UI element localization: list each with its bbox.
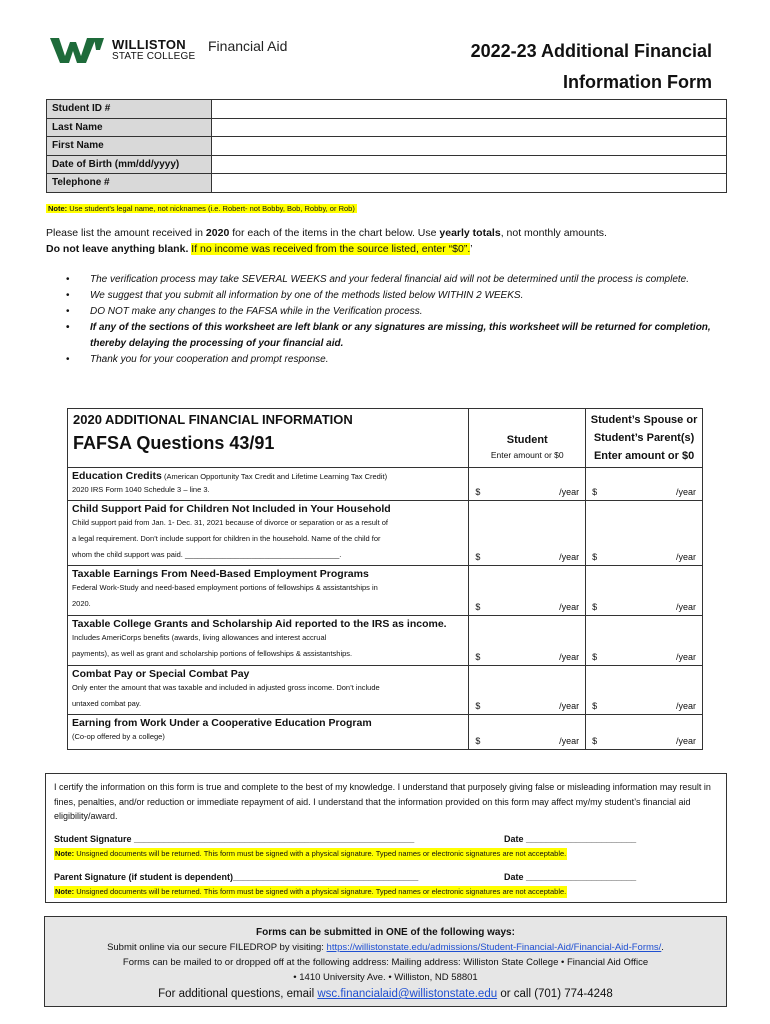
- legal-name-note-label: Note:: [48, 204, 68, 213]
- certification-text: I certify the information on this form is true and complete to the best of my knowledge. I understand that purposely giving false or misleading information may result in fines, penalties, and/or reduction or immediate repayment of aid. I understand that the information provided on this form may affect my/my student’s financial aid eligibility/award.: [54, 782, 711, 821]
- row-description: a legal requirement. Don’t include support for children in the household. Name of the child for: [72, 534, 381, 543]
- bullet-item: • The verification process may take SEVERAL WEEKS and your federal financial aid will not be determined until the process is complete.: [66, 272, 721, 288]
- financial-table-heading: [68, 409, 469, 468]
- instruction-bullets: [66, 272, 721, 368]
- row-title: Taxable Earnings From Need-Based Employment Programs: [72, 568, 369, 580]
- dollar-sign: $: [475, 602, 481, 612]
- per-year: /year: [559, 602, 580, 612]
- dollar-sign: $: [592, 602, 598, 612]
- student-signature-label: Student Signature ________________________________________________________: [54, 833, 415, 844]
- first-name-row: [47, 137, 727, 156]
- note-label: Note:: [55, 887, 75, 896]
- table-row: [68, 666, 703, 715]
- student-signature-note: [54, 846, 718, 861]
- intro-text-3: , not monthly amounts.: [500, 227, 607, 239]
- table-row: [68, 715, 703, 750]
- bullet-item: • If any of the sections of this worksheet are left blank or any signatures are missing, this worksheet will be returned for completion, thereby delaying the processing of your financial aid.: [66, 320, 721, 352]
- parent-amount-input[interactable]: [586, 616, 703, 666]
- student-id-row: [47, 100, 727, 119]
- parent-amount-input[interactable]: [586, 468, 703, 501]
- submission-mail-line-1: Forms can be mailed to or dropped off at the following address: Mailing address: Williston State College • Financial Aid Office: [122, 957, 649, 968]
- per-year: /year: [675, 736, 696, 746]
- student-id-label: Student ID #: [47, 100, 212, 119]
- row-description: whom the child support was paid. _____________________________________.: [72, 550, 342, 559]
- financial-info-table: [67, 408, 703, 750]
- form-title-line-2: Information Form: [563, 72, 712, 92]
- student-amount-input[interactable]: [469, 566, 586, 616]
- parent-signature-row[interactable]: [54, 870, 718, 884]
- per-year: /year: [559, 701, 580, 711]
- per-year: /year: [559, 652, 580, 662]
- student-amount-input[interactable]: [469, 468, 586, 501]
- row-description: 2020 IRS Form 1040 Schedule 3 – line 3.: [72, 485, 210, 494]
- per-year: /year: [675, 487, 696, 497]
- coop-education-cell: [68, 715, 469, 750]
- dollar-sign: $: [475, 652, 481, 662]
- row-description: untaxed combat pay.: [72, 699, 142, 708]
- dob-row: [47, 155, 727, 174]
- telephone-label: Telephone #: [47, 174, 212, 193]
- per-year: /year: [559, 736, 580, 746]
- dollar-sign: $: [592, 652, 598, 662]
- per-year: /year: [675, 701, 696, 711]
- intro-end: ’: [470, 243, 473, 255]
- last-name-label: Last Name: [47, 118, 212, 137]
- per-year: /year: [675, 652, 696, 662]
- student-date-label: Date ______________________: [504, 833, 637, 844]
- student-id-field[interactable]: [212, 100, 727, 119]
- row-description: Only enter the amount that was taxable and included in adjusted gross income. Don’t include: [72, 683, 380, 692]
- spouse-column-line-3: Enter amount or $0: [593, 450, 695, 462]
- row-description: Includes AmeriCorps benefits (awards, living allowances and interest accrual: [72, 633, 327, 642]
- row-title: Earning from Work Under a Cooperative Education Program: [72, 717, 372, 729]
- note-label: Note:: [55, 848, 75, 858]
- per-year: /year: [559, 487, 580, 497]
- table-row: [68, 566, 703, 616]
- parent-amount-input[interactable]: [586, 566, 703, 616]
- email-link[interactable]: wsc.financialaid@willistonstate.edu: [317, 988, 498, 1000]
- note-text: Unsigned documents will be returned. This form must be signed with a physical signature. Typed names or electronic signatures are not acceptable.: [74, 887, 567, 896]
- form-title-line-1: 2022-23 Additional Financial: [470, 41, 712, 61]
- questions-prefix: For additional questions, email: [158, 988, 318, 1000]
- online-prefix: Submit online via our secure FILEDROP by visiting:: [107, 942, 327, 953]
- dollar-sign: $: [475, 736, 481, 746]
- per-year: /year: [559, 552, 580, 562]
- intro-no-blank: Do not leave anything blank.: [46, 243, 189, 255]
- dob-label: Date of Birth (mm/dd/yyyy): [47, 155, 212, 174]
- student-column-sub: Enter amount or $0: [490, 450, 564, 460]
- submission-info-box: [44, 916, 727, 1007]
- dollar-sign: $: [592, 736, 598, 746]
- row-description: Child support paid from Jan. 1- Dec. 31, 2021 because of divorce or separation or as a result of: [72, 518, 389, 527]
- row-description: Federal Work-Study and need-based employment portions of fellowships & assistantships in: [72, 583, 378, 592]
- row-title-text: Education Credits: [72, 470, 162, 482]
- per-year: /year: [675, 552, 696, 562]
- need-based-earnings-cell: [68, 566, 469, 616]
- note-text: Unsigned documents will be returned. This form must be signed with a physical signature. Typed names or electronic signatures are not acceptable.: [74, 848, 567, 858]
- bullet-item: • DO NOT make any changes to the FAFSA while in the Verification process.: [66, 304, 721, 320]
- intro-enter-zero: If no income was received from the source listed, enter “$0”.: [191, 243, 471, 255]
- last-name-field[interactable]: [212, 118, 727, 137]
- submission-title: Forms can be submitted in ONE of the following ways:: [256, 927, 515, 938]
- department-name: Financial Aid: [208, 38, 288, 54]
- financial-table-header: [68, 409, 703, 468]
- logo-name: WILLISTON: [112, 37, 186, 52]
- filedrop-link[interactable]: https://willistonstate.edu/admissions/Student-Financial-Aid/Financial-Aid-Forms/: [326, 942, 662, 953]
- legal-name-note: [46, 204, 357, 213]
- questions-suffix: or call (701) 774-4248: [497, 988, 613, 1000]
- college-grants-cell: [68, 616, 469, 666]
- row-title-sub: (American Opportunity Tax Credit and Lifetime Learning Tax Credit): [161, 472, 388, 481]
- intro-text-1: Please list the amount received in: [46, 227, 206, 239]
- intro-text-2: for each of the items in the chart below. Use: [229, 227, 440, 239]
- parent-amount-input[interactable]: [586, 666, 703, 715]
- row-title: Taxable College Grants and Scholarship Aid reported to the IRS as income.: [72, 618, 447, 630]
- row-title: [68, 468, 468, 482]
- williston-w-logo-icon: [50, 36, 104, 64]
- student-amount-input[interactable]: [469, 616, 586, 666]
- education-credits-cell: [68, 468, 469, 501]
- dollar-sign: $: [475, 552, 481, 562]
- table-row: [68, 468, 703, 501]
- dollar-sign: $: [475, 487, 481, 497]
- telephone-field[interactable]: [212, 174, 727, 193]
- parent-amount-input[interactable]: [586, 501, 703, 566]
- legal-name-note-text: Use student’s legal name, not nicknames (i.e. Robert- not Bobby, Bob, Robby, or Rob): [67, 204, 355, 213]
- bullet-item: • We suggest that you submit all information by one of the methods listed below WITHIN 2 WEEKS.: [66, 288, 721, 304]
- student-amount-input[interactable]: [469, 501, 586, 566]
- bullet-item: • Thank you for your cooperation and prompt response.: [66, 352, 721, 368]
- parent-signature-note: [54, 884, 718, 899]
- student-column-title: Student: [506, 434, 548, 446]
- spouse-column-header: [586, 409, 703, 468]
- page-header: [0, 0, 770, 100]
- student-signature-row[interactable]: [54, 832, 718, 846]
- college-logo: [50, 36, 350, 66]
- telephone-row: [47, 174, 727, 193]
- section-heading: 2020 ADDITIONAL FINANCIAL INFORMATION: [73, 412, 353, 427]
- intro-yearly: yearly totals: [439, 227, 501, 239]
- row-title: Child Support Paid for Children Not Included in Your Household: [72, 503, 391, 515]
- last-name-row: [47, 118, 727, 137]
- dollar-sign: $: [592, 701, 598, 711]
- dollar-sign: $: [475, 701, 481, 711]
- online-suffix: .: [661, 942, 664, 953]
- combat-pay-cell: [68, 666, 469, 715]
- first-name-label: First Name: [47, 137, 212, 156]
- first-name-field[interactable]: [212, 137, 727, 156]
- row-description: payments), as well as grant and scholarship portions of fellowships & assistantships.: [72, 649, 353, 658]
- submission-online: [45, 940, 726, 955]
- child-support-cell: [68, 501, 469, 566]
- logo-subtitle: STATE COLLEGE: [112, 51, 196, 62]
- row-description: (Co-op offered by a college): [72, 732, 165, 741]
- instructions-line-1: [46, 225, 736, 241]
- spouse-column-line-2: Student’s Parent(s): [593, 432, 695, 444]
- fafsa-questions-heading: FAFSA Questions 43/91: [73, 433, 275, 453]
- student-amount-input[interactable]: [469, 666, 586, 715]
- student-amount-input[interactable]: [469, 715, 586, 750]
- student-column-header: [469, 409, 586, 468]
- instructions-line-2: [46, 241, 736, 257]
- row-title: Combat Pay or Special Combat Pay: [72, 668, 250, 680]
- parent-date-label: Date ______________________: [504, 872, 637, 882]
- student-info-table: [46, 99, 727, 193]
- table-row: [68, 501, 703, 566]
- parent-amount-input[interactable]: [586, 715, 703, 750]
- spouse-column-line-1: Student’s Spouse or: [590, 414, 698, 426]
- dob-field[interactable]: [212, 155, 727, 174]
- table-row: [68, 616, 703, 666]
- instructions: [46, 225, 736, 257]
- row-description: 2020.: [72, 599, 91, 608]
- per-year: /year: [675, 602, 696, 612]
- intro-year: 2020: [205, 227, 230, 239]
- submission-questions: [45, 987, 726, 1002]
- dollar-sign: $: [592, 487, 598, 497]
- submission-mail-line-2: • 1410 University Ave. • Williston, ND 58801: [293, 972, 478, 983]
- certification-box: [45, 773, 727, 903]
- parent-signature-label: Parent Signature (if student is dependent)_____________________________________: [54, 872, 419, 882]
- form-title: [412, 36, 712, 98]
- dollar-sign: $: [592, 552, 598, 562]
